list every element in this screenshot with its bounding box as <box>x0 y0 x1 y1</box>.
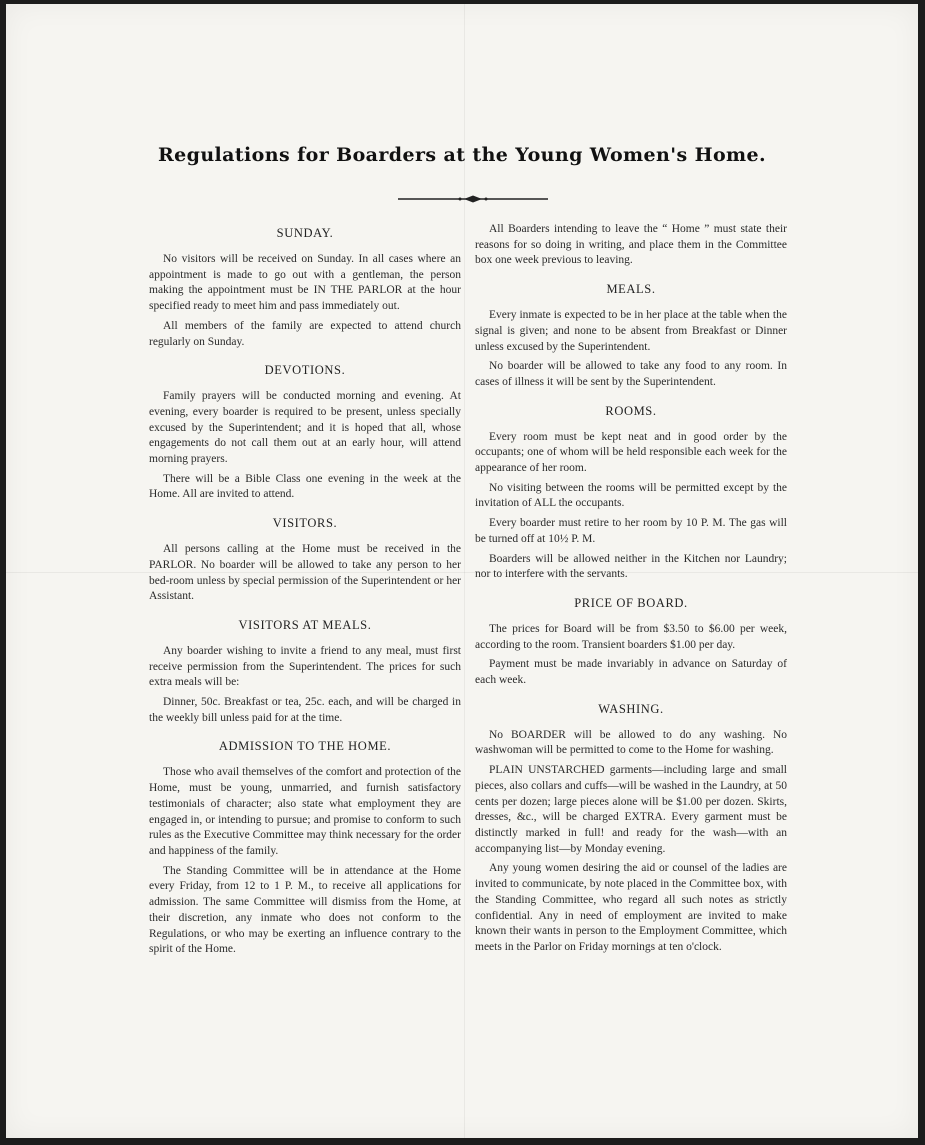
paragraph-rooms: No visiting between the rooms will be permitted except by the invitation of ALL the occupants. <box>475 481 787 510</box>
paragraph-price-of-board: The prices for Board will be from $3.50 to $6.00 per week, according to the room. Transient boarders $1.00 per day. <box>475 622 787 651</box>
paragraph-admission-to-the-home: Those who avail themselves of the comfort and protection of the Home, must be young, unmarried, and furnish satisfactory testimonials of character; also state what employment they are engaged in, or intending to pursue; and promise to conform to such rules as the Executive Committee may think necessary for the order and happiness of the family. <box>149 766 461 857</box>
section-heading-admission-to-the-home: ADMISSION TO THE HOME. <box>218 739 392 754</box>
paragraph-admission-to-the-home: The Standing Committee will be in attendance at the Home every Friday, from 12 to 1 P. M., to receive all applications for admission. The same Committee will dismiss from the Home, at their discretion, any inmate who does not conform to the Regulations, or who may be exerting an influence contrary to the spirit of the Home. <box>149 864 461 956</box>
paragraph-rooms: Every boarder must retire to her room by 10 P. M. The gas will be turned off at 10½ P. M. <box>475 517 787 545</box>
section-heading-price-of-board: PRICE OF BOARD. <box>574 595 688 610</box>
document-sheet <box>6 4 918 1138</box>
right-column <box>475 222 787 960</box>
section-heading-visitors-at-meals: VISITORS AT MEALS. <box>238 617 372 632</box>
section-heading-visitors: VISITORS. <box>272 516 338 531</box>
left-column <box>149 222 461 962</box>
paragraph-intro: All Boarders intending to leave the “ Home ” must state their reasons for so doing in writing, and place them in the Committee box one week previous to leaving. <box>475 223 787 267</box>
section-heading-meals: MEALS. <box>606 282 656 297</box>
section-heading-sunday: SUNDAY. <box>276 226 334 240</box>
paragraph-price-of-board: Payment must be made invariably in advance on Saturday of each week. <box>475 658 787 687</box>
paragraph-meals: No boarder will be allowed to take any food to any room. In cases of illness it will be sent by the Superintendent. <box>475 360 787 388</box>
paragraph-devotions: There will be a Bible Class one evening in the week at the Home. All are invited to attend. <box>149 472 461 501</box>
paragraph-visitors: All persons calling at the Home must be received in the PARLOR. No boarder will be allowed to take any person to her bed-room unless by special permission of the Superintendent or her Assistant. <box>149 543 461 603</box>
paragraph-rooms: Boarders will be allowed neither in the Kitchen nor Laundry; nor to interfere with the servants. <box>475 552 787 581</box>
paragraph-sunday: No visitors will be received on Sunday. In all cases where an appointment is made to go out with a gentleman, the person making the appointment must be IN THE PARLOR at the hour specified ready to meet him and pass immediately out. <box>149 253 461 313</box>
paragraph-washing: PLAIN UNSTARCHED garments—including large and small pieces, also collars and cuffs—will be washed in the Laundry, at 50 cents per dozen; large pieces alone will be $1.00 per dozen. Skirts, dresses, &c., will be charged EXTRA. Every garment must be distinctly marked in full! and ready for the wash—with an accompanying list—by Monday evening. <box>475 764 787 855</box>
section-heading-washing: WASHING. <box>598 701 664 716</box>
page-title: Regulations for Boarders at the Young Women's Home. <box>157 144 767 166</box>
paragraph-meals: Every inmate is expected to be in her place at the table when the signal is given; and none to be absent from Breakfast or Dinner unless excused by the Superintendent. <box>475 309 787 353</box>
paragraph-rooms: Every room must be kept neat and in good order by the occupants; one of whom will be held responsible each week for the appearance of her room. <box>475 430 787 475</box>
paragraph-visitors-at-meals: Dinner, 50c. Breakfast or tea, 25c. each, and will be charged in the weekly bill unless paid for at the time. <box>149 696 461 724</box>
paragraph-washing: No BOARDER will be allowed to do any washing. No washwoman will be permitted to come to the Home for washing. <box>475 728 787 757</box>
paragraph-washing: Any young women desiring the aid or counsel of the ladies are invited to communicate, by note placed in the Committee box, with the Standing Committee, who regard all such notes as strictly confidential. Any in need of employment are invited to make known their wants in person to the Employment Committee, which meets in the Parlor on Friday mornings at ten o'clock. <box>475 862 787 953</box>
section-heading-rooms: ROOMS. <box>605 403 657 418</box>
section-heading-devotions: DEVOTIONS. <box>264 363 346 378</box>
paragraph-sunday: All members of the family are expected to attend church regularly on Sunday. <box>149 319 461 348</box>
fold-line-vertical <box>464 4 465 1138</box>
paragraph-visitors-at-meals: Any boarder wishing to invite a friend to any meal, must first receive permission from the Superintendent. The prices for such extra meals will be: <box>149 644 461 689</box>
title-ornament-rule <box>398 194 548 204</box>
paragraph-devotions: Family prayers will be conducted morning and evening. At evening, every boarder is required to be present, unless specially excused by the Superintendent; and it is hoped that all, whose engagements do not call them out at an early hour, will attend morning prayers. <box>149 390 461 466</box>
